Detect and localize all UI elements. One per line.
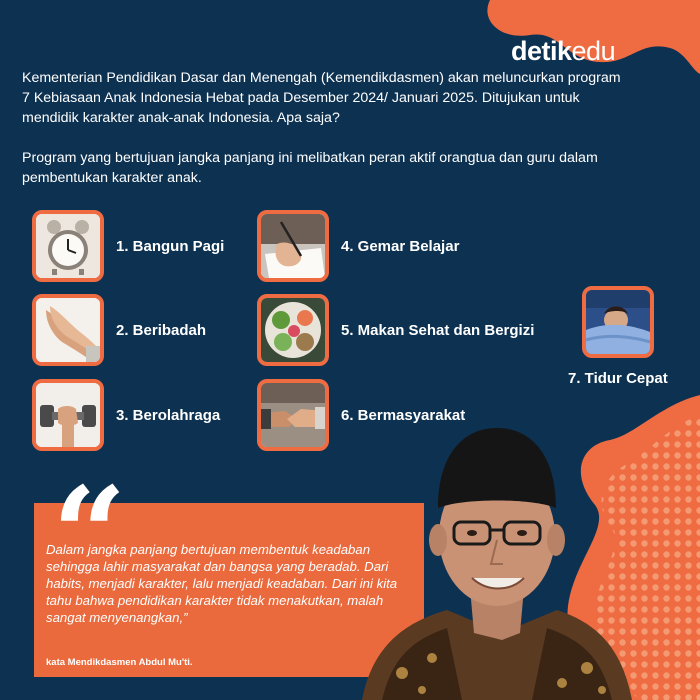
habit-item-berolahraga [32,379,220,451]
quote-mark-icon: “ [52,458,127,611]
handshake-icon [257,379,329,451]
praying-hands-icon [32,294,104,366]
intro-text [22,68,622,188]
habit-item-gemar-belajar [257,210,459,282]
habit-label: 5. Makan Sehat dan Bergizi [341,321,535,339]
habit-item-bangun-pagi [32,210,224,282]
intro-paragraph-1: Kementerian Pendidikan Dasar dan Menengah (Kemendikdasmen) akan meluncurkan program 7 Kebiasaan Anak Indonesia Hebat pada Desember 2024/ Januari 2025. Ditujukan untuk mendidik karakter anak-anak Indonesia. Apa saja? [22,70,621,126]
minister-portrait [352,418,642,700]
habit-item-beribadah [32,294,206,366]
alarm-clock-icon [32,210,104,282]
logo-light: edu [571,36,616,66]
dumbbell-icon [32,379,104,451]
writing-hand-icon [257,210,329,282]
healthy-food-bowl-icon [257,294,329,366]
habit-label: 7. Tidur Cepat [568,370,668,387]
detikedu-logo [511,36,615,67]
habit-item-tidur-cepat [568,286,668,387]
quote-attribution: kata Mendikdasmen Abdul Mu'ti. [46,657,193,668]
habit-label: 1. Bangun Pagi [116,237,225,255]
habit-label: 2. Beribadah [116,321,207,339]
sleeping-person-icon [582,286,654,358]
habit-label: 4. Gemar Belajar [341,237,460,255]
habit-label: 3. Berolahraga [116,406,221,424]
habit-label: 6. Bermasyarakat [341,406,466,424]
habit-item-makan-sehat [257,294,534,366]
intro-paragraph-2: Program yang bertujuan jangka panjang ini melibatkan peran aktif orangtua dan guru dalam pembentukan karakter anak. [22,150,598,186]
quote-text: Dalam jangka panjang bertujuan membentuk keadaban sehingga lahir masyarakat dan bangsa yang beradab. Dari habits, menjadi karakter, lalu menjadi keadaban. Dari ini kita tahu bahwa pendidikan karakter tidak menakutkan, malah sangat menyenangkan,” [46,542,398,625]
logo-bold: detik [511,36,572,66]
